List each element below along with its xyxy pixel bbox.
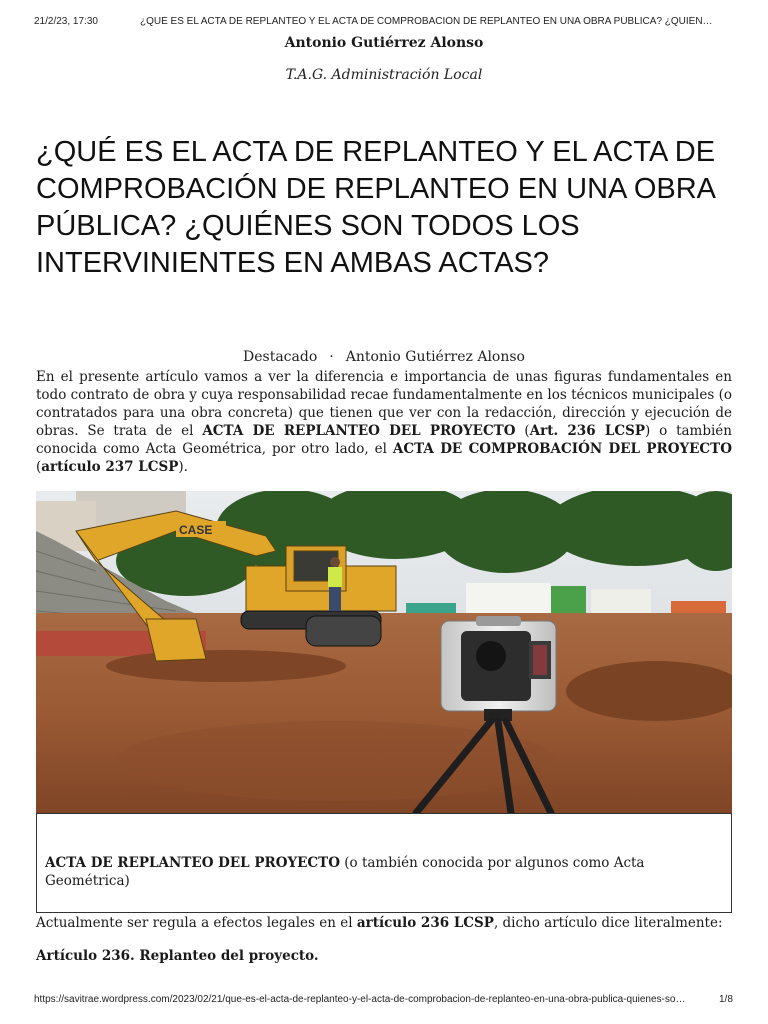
intro-bold-1: ACTA DE REPLANTEO DEL PROYECTO: [202, 423, 516, 439]
print-footer: [0, 994, 768, 1008]
caption-text: [45, 854, 705, 890]
caption-box: [36, 813, 732, 913]
intro-text-4: (: [36, 459, 42, 475]
para-text-1: Actualmente ser regula a efectos legales en el: [36, 915, 357, 931]
author-role: T.A.G. Administración Local: [285, 67, 483, 83]
meta-separator: ·: [329, 349, 334, 365]
laser-scanner: [441, 616, 556, 721]
intro-bold-2: Art. 236 LCSP: [529, 423, 645, 439]
author-link[interactable]: Antonio Gutiérrez Alonso: [345, 349, 525, 365]
para-bold-1: artículo 236 LCSP: [356, 915, 494, 931]
page-url[interactable]: https://savitrae.wordpress.com/2023/02/21/que-es-el-acta-de-replanteo-y-el-acta-de-comprobacion-de-replanteo-en-una-obra-publica-quienes-so…: [34, 994, 686, 1005]
article-title: ¿QUÉ ES EL ACTA DE REPLANTEO Y EL ACTA DE COMPROBACIÓN DE REPLANTEO EN UNA OBRA PÚBLICA? ¿QUIÉNES SON TODOS LOS INTERVINIENTES EN AMBAS ACTAS?: [36, 136, 716, 279]
body-paragraph: [36, 914, 732, 932]
intro-bold-3: ACTA DE COMPROBACIÓN DEL PROYECTO: [392, 441, 732, 457]
intro-text-3: ) o también conocida como Acta Geométrica, por otro lado, el: [36, 423, 732, 457]
post-meta: [0, 349, 768, 365]
intro-paragraph: [36, 368, 732, 476]
print-header: [0, 16, 768, 30]
category-link[interactable]: Destacado: [243, 349, 318, 365]
intro-bold-4: artículo 237 LCSP: [41, 459, 179, 475]
article-heading: Artículo 236. Replanteo del proyecto.: [36, 948, 319, 964]
print-page-title: ¿QUÉ ES EL ACTA DE REPLANTEO Y EL ACTA DE COMPROBACIÓN DE REPLANTEO EN UNA OBRA PÚBLICA? ¿QUIÉN…: [140, 16, 713, 27]
construction-site-photo: [36, 491, 732, 813]
page-number: 1/8: [719, 994, 733, 1005]
print-datetime: 21/2/23, 17:30: [34, 16, 98, 27]
author-name: Antonio Gutiérrez Alonso: [284, 35, 484, 51]
excavator-brand: CASE: [179, 523, 213, 537]
caption-rest: (o también conocida por algunos como Acta Geométrica): [45, 855, 645, 889]
para-text-2: , dicho artículo dice literalmente:: [493, 915, 723, 931]
intro-text-2: (: [515, 423, 530, 439]
intro-text-1: En el presente artículo vamos a ver la diferencia e importancia de unas figuras fundamentales en todo contrato de obra y cuya responsabilidad recae fundamentalmente en los técnicos municipales (o contratados para una obra concreta) que tienen que ver con la redacción, dirección y ejecución de obras. Se trata de el: [36, 369, 732, 439]
intro-text-5: ).: [178, 459, 188, 475]
caption-bold: ACTA DE REPLANTEO DEL PROYECTO: [45, 855, 340, 871]
